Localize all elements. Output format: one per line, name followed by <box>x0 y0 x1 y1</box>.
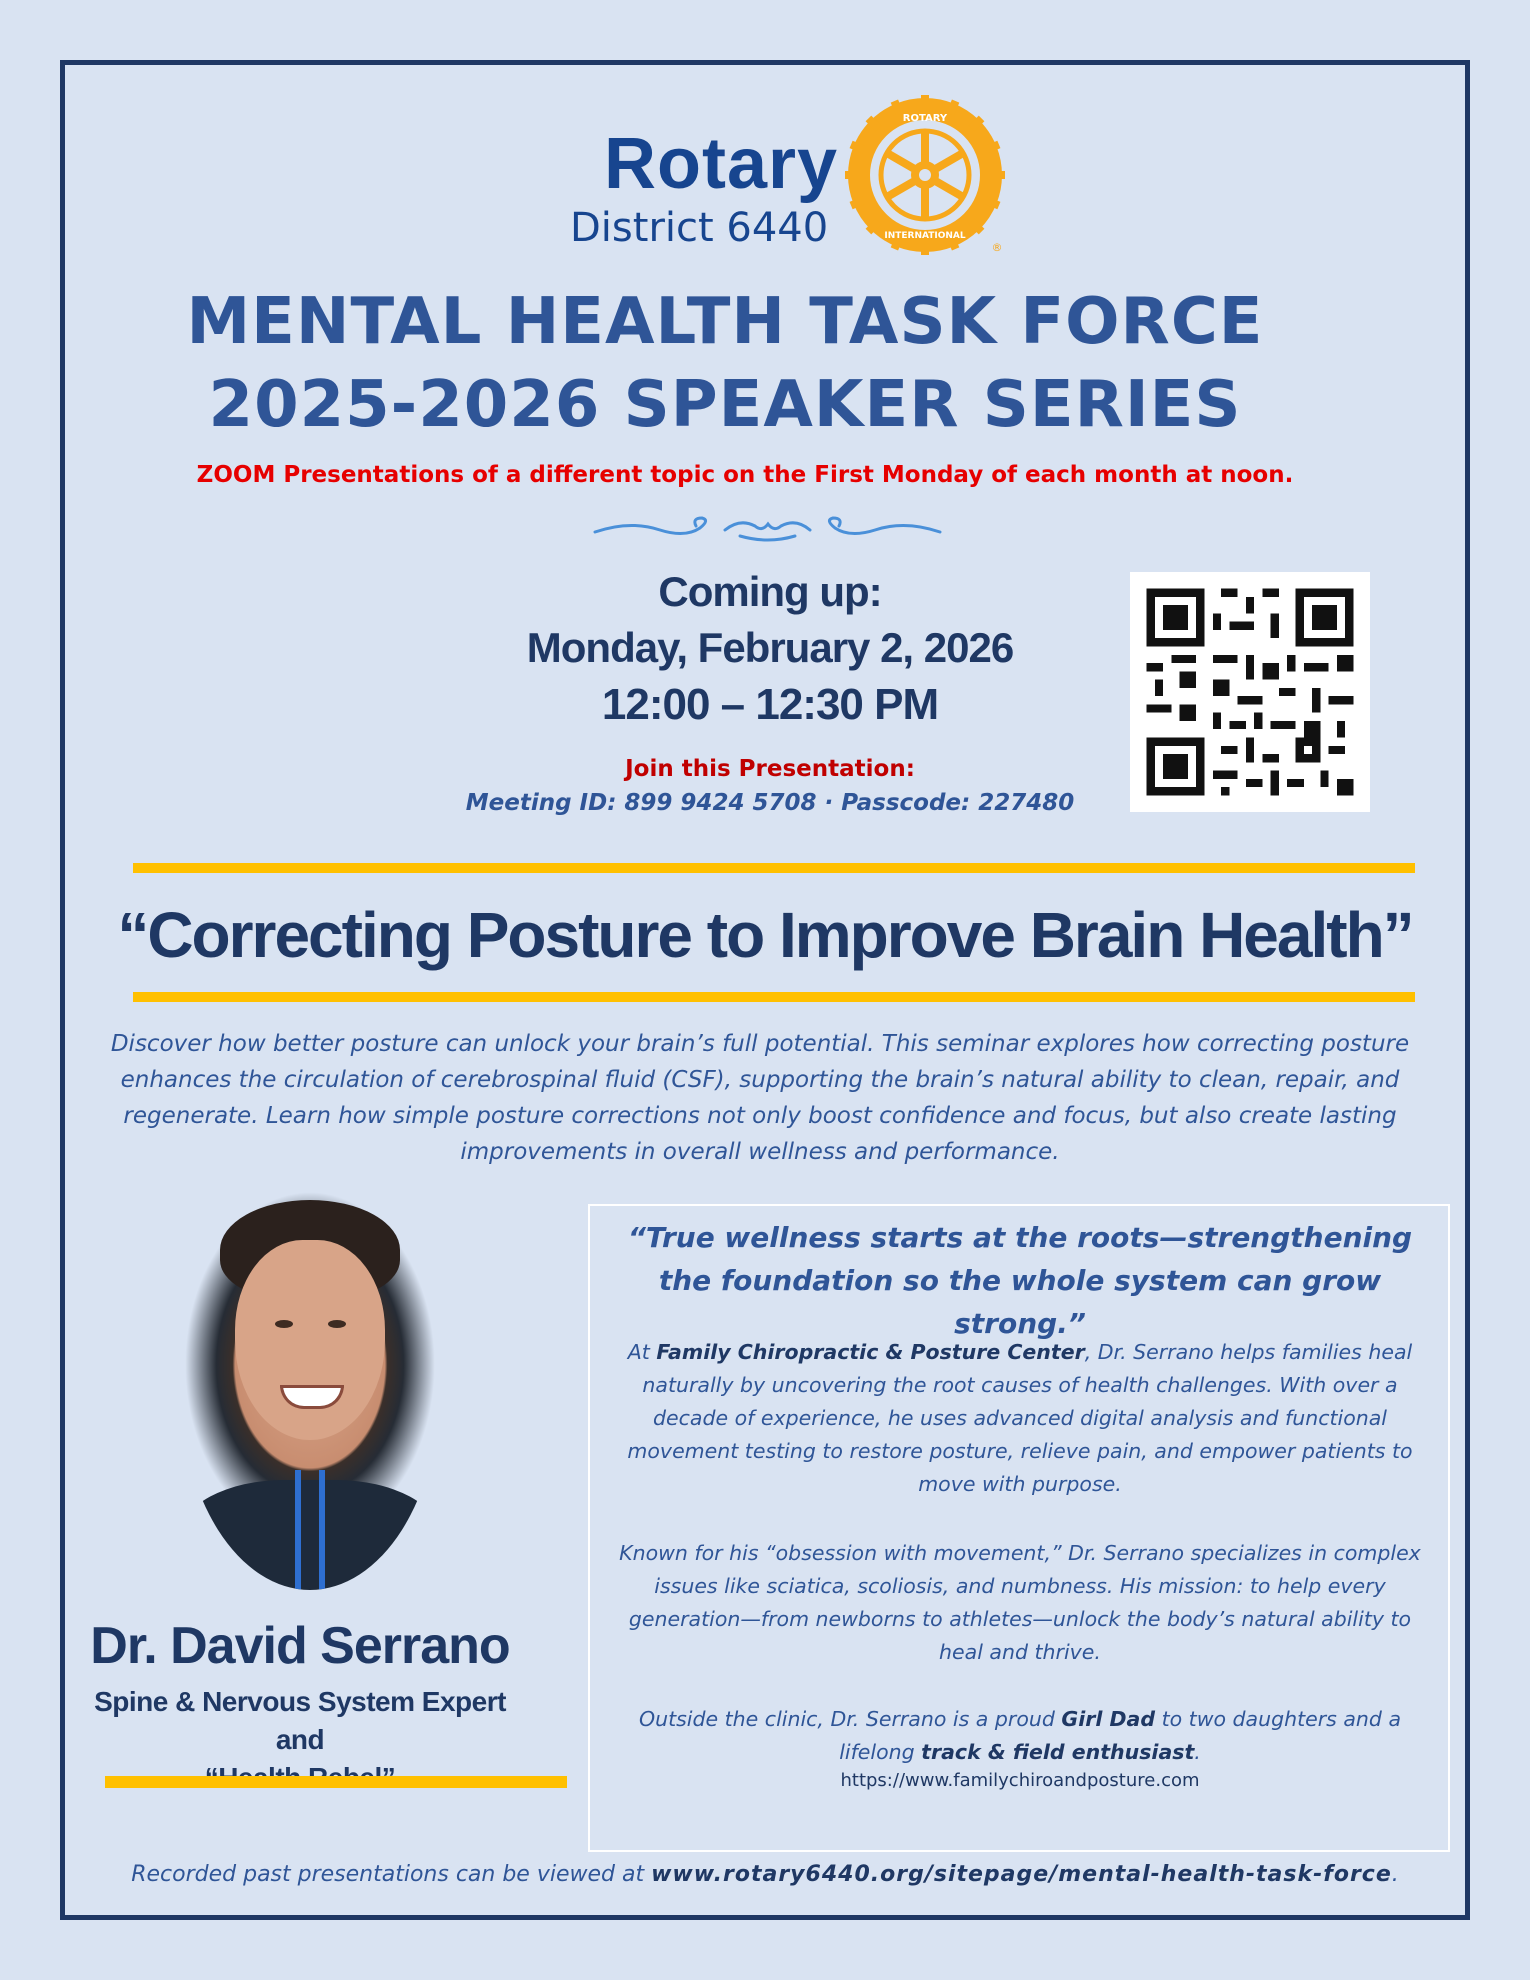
speaker-quote: “True wellness starts at the roots—strengthening the foundation so the whole system can grow strong.” <box>627 1221 1413 1340</box>
event-time: 12:00 – 12:30 PM <box>601 680 939 729</box>
title-line-2: 2025-2026 SPEAKER SERIES <box>208 368 1242 442</box>
speaker-role-line-1: Spine & Nervous System Expert and <box>94 1686 506 1755</box>
bio-paragraph-1: At Family Chiropractic & Posture Center, Dr. Serrano helps families heal naturally by uncovering the root causes of health challenges. With over a decade of experience, he uses advanced digital analysis and functional movement testing to restore posture, relieve pain, and empower patients to move with purpose. <box>627 1340 1413 1496</box>
clinic-name: Family Chiropractic & Posture Center <box>656 1340 1085 1364</box>
zoom-subtitle: ZOOM Presentations of a different topic on the First Monday of each month at noon. <box>196 462 1294 488</box>
presentation-description: Discover how better posture can unlock your brain’s full potential. This seminar explores how correcting posture enhances the circulation of cerebrospinal fluid (CSF), supporting the brain’s natural ability to clean, repair, and regenerate. Learn how simple posture corrections not only boost confidence and focus, but also create lasting improvements in overall wellness and performance. <box>110 1031 1410 1165</box>
bio-paragraph-3: Outside the clinic, Dr. Serrano is a proud Girl Dad to two daughters and a lifelong track & field enthusiast. <box>638 1707 1402 1764</box>
bio-paragraph-2: Known for his “obsession with movement,” Dr. Serrano specializes in complex issues like sciatica, scoliosis, and numbness. His mission: to help every generation—from newborns to athletes—unlock the body’s natural ability to heal and thrive. <box>619 1541 1421 1664</box>
svg-text:INTERNATIONAL: INTERNATIONAL <box>884 231 966 241</box>
divider-top <box>133 863 1415 873</box>
logo-district: District 6440 <box>570 205 829 251</box>
coming-up-label: Coming up: <box>658 568 882 615</box>
footer: Recorded past presentations can be viewed at www.rotary6440.org/sitepage/mental-health-task-force. <box>131 1862 1399 1887</box>
event-date: Monday, February 2, 2026 <box>526 624 1014 671</box>
speaker-divider <box>105 1776 567 1788</box>
presentation-title: “Correcting Posture to Improve Brain Health” <box>117 899 1413 971</box>
speaker-name: Dr. David Serrano <box>90 1617 510 1675</box>
rotary-logo <box>570 95 1010 265</box>
divider-bottom <box>133 992 1415 1002</box>
meeting-info: Meeting ID: 899 9424 5708 · Passcode: 227480 <box>465 790 1075 816</box>
flourish-divider-icon <box>590 512 945 544</box>
qr-code-icon[interactable] <box>1130 572 1370 812</box>
rotary-wheel-icon <box>845 95 1005 255</box>
footer-link[interactable]: www.rotary6440.org/sitepage/mental-health-task-force <box>651 1862 1392 1887</box>
speaker-photo <box>180 1180 440 1590</box>
title-line-1: MENTAL HEALTH TASK FORCE <box>186 285 1264 359</box>
logo-brand: Rotary <box>604 124 839 204</box>
svg-text:®: ® <box>991 241 1003 254</box>
join-label: Join this Presentation: <box>625 756 915 782</box>
svg-text:ROTARY: ROTARY <box>902 113 948 124</box>
speaker-website-link[interactable]: https://www.familychiroandposture.com <box>840 1770 1200 1791</box>
